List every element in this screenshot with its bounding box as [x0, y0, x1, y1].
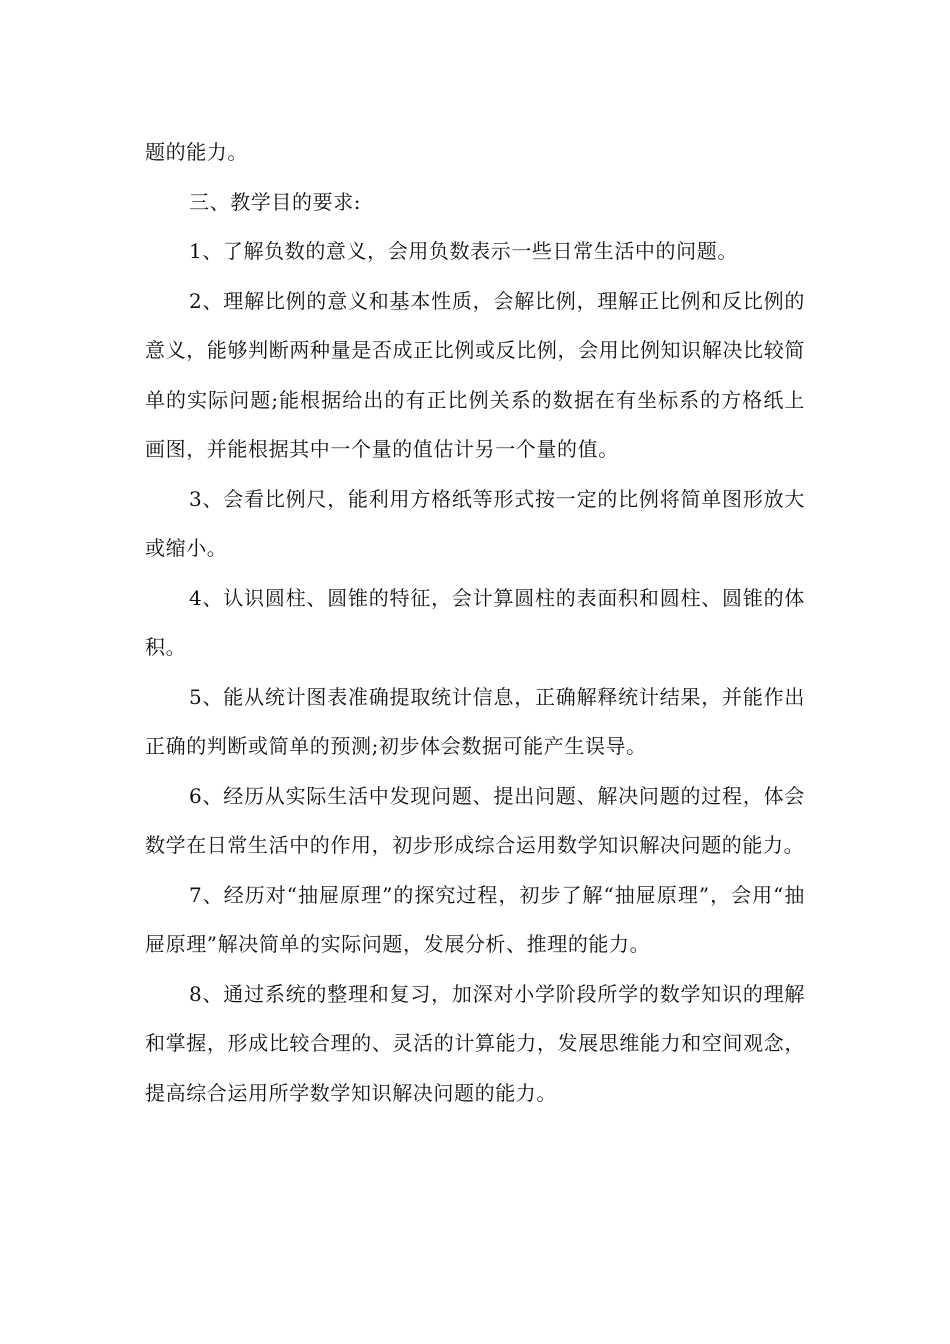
goal-item-3: 3、会看比例尺，能利用方格纸等形式按一定的比例将简单图形放大或缩小。: [145, 486, 805, 560]
document-page: [145, 128, 805, 1228]
goal-item-1: 1、了解负数的意义，会用负数表示一些日常生活中的问题。: [189, 239, 738, 263]
goal-item-8: 8、通过系统的整理和复习，加深对小学阶段所学的数学知识的理解和掌握，形成比较合理的、灵活的计算能力，发展思维能力和空间观念，提高综合运用所学数学知识解决问题的能力。: [145, 981, 805, 1105]
goal-item-6: 6、经历从实际生活中发现问题、提出问题、解决问题的过程，体会数学在日常生活中的作用，初步形成综合运用数学知识解决问题的能力。: [145, 783, 805, 857]
paragraph-continuation: 题的能力。: [145, 140, 248, 164]
section-heading-teaching-goals: 三、教学目的要求:: [189, 189, 362, 214]
goal-item-4: 4、认识圆柱、圆锥的特征，会计算圆柱的表面积和圆柱、圆锥的体积。: [145, 585, 805, 659]
goal-item-5: 5、能从统计图表准确提取统计信息，正确解释统计结果，并能作出正确的判断或简单的预测;初步体会数据可能产生误导。: [145, 684, 805, 758]
goal-item-2: 2、理解比例的意义和基本性质，会解比例，理解正比例和反比例的意义，能够判断两种量是否成正比例或反比例，会用比例知识解决比较简单的实际问题;能根据给出的有正比例关系的数据在有坐标系的方格纸上画图，并能根据其中一个量的值估计另一个量的值。: [145, 288, 805, 461]
goal-item-7: 7、经历对“抽屉原理”的探究过程，初步了解“抽屉原理”，会用“抽屉原理”解决简单的实际问题，发展分析、推理的能力。: [145, 882, 805, 956]
